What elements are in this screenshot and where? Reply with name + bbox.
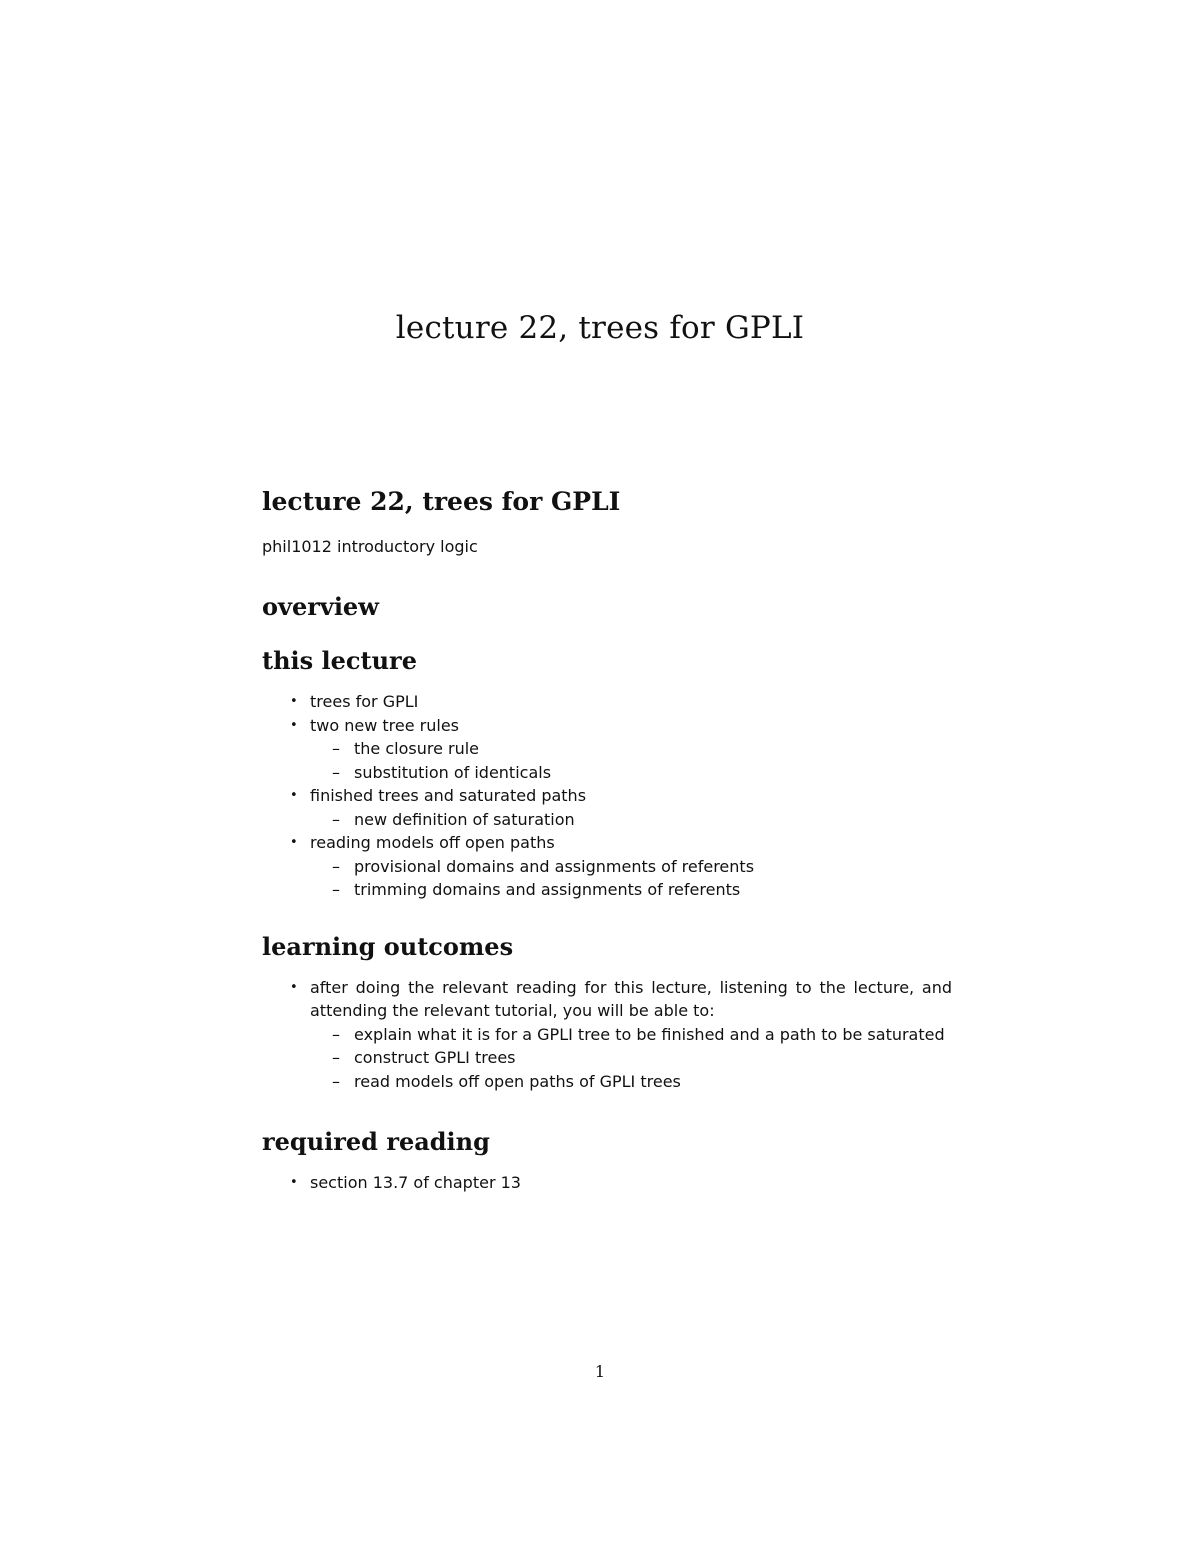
list-item-text: section 13.7 of chapter 13 — [310, 1173, 521, 1192]
document-body — [262, 482, 952, 1195]
section-heading-overview: overview — [262, 592, 379, 621]
required-reading-list — [262, 1171, 952, 1195]
list-item — [262, 714, 952, 785]
page-number: 1 — [594, 1362, 606, 1381]
page-title: lecture 22, trees for GPLI — [395, 310, 805, 346]
sub-list-item-text: read models off open paths of GPLI trees — [354, 1071, 681, 1091]
sub-list-item — [310, 878, 952, 902]
dash-icon: – — [332, 1071, 340, 1091]
sub-list-item-text: provisional domains and assignments of referents — [354, 856, 755, 876]
list-item — [262, 1171, 952, 1195]
bullet-icon: • — [290, 694, 298, 709]
list-item-text: trees for GPLI — [310, 692, 419, 711]
dash-icon: – — [332, 739, 340, 758]
list-item-text: reading models off open paths — [310, 833, 555, 852]
dash-icon: – — [332, 856, 340, 876]
sub-list-item-text: explain what it is for a GPLI tree to be finished and a path to be saturated — [354, 1024, 945, 1044]
bullet-icon: • — [290, 717, 298, 733]
bullet-icon: • — [290, 979, 298, 995]
sub-list-item-text: construct GPLI trees — [354, 1048, 516, 1067]
bullet-icon: • — [290, 788, 298, 803]
sub-list — [310, 737, 952, 784]
list-item — [262, 831, 952, 902]
section-heading-this-lecture: this lecture — [262, 646, 417, 675]
list-item-text: after doing the relevant reading for this lecture, listening to the lecture, and attending the relevant tutorial, you will be able to: — [310, 977, 952, 1020]
list-item — [262, 784, 952, 831]
sub-list — [310, 808, 952, 832]
dash-icon: – — [332, 809, 340, 829]
sub-list-item-text: the closure rule — [354, 739, 480, 758]
sub-list-item — [310, 1070, 952, 1094]
bullet-icon: • — [290, 1175, 298, 1190]
sub-list-item-text: substitution of identicals — [354, 762, 552, 782]
sub-list-item — [310, 1023, 952, 1047]
sub-list — [310, 855, 952, 902]
list-item — [262, 690, 952, 714]
sub-list-item — [310, 808, 952, 832]
sub-list-item — [310, 855, 952, 879]
document-heading: lecture 22, trees for GPLI — [262, 487, 621, 516]
dash-icon: – — [332, 880, 340, 899]
bullet-icon: • — [290, 835, 298, 850]
dash-icon: – — [332, 1048, 340, 1067]
list-item-text: two new tree rules — [310, 715, 460, 735]
sub-list-item — [310, 1046, 952, 1070]
section-heading-learning-outcomes: learning outcomes — [262, 931, 514, 961]
this-lecture-list — [262, 690, 952, 902]
section-heading-required-reading: required reading — [262, 1127, 490, 1156]
list-item — [262, 976, 952, 1094]
learning-outcomes-list — [262, 976, 952, 1094]
sub-list-item — [310, 737, 952, 761]
sub-list-item-text: trimming domains and assignments of referents — [354, 880, 741, 899]
sub-list-item — [310, 761, 952, 785]
dash-icon: – — [332, 1024, 340, 1044]
list-item-text: finished trees and saturated paths — [310, 786, 587, 805]
sub-list-item-text: new definition of saturation — [354, 809, 575, 829]
dash-icon: – — [332, 762, 340, 782]
course-subtitle: phil1012 introductory logic — [262, 537, 478, 556]
sub-list — [310, 1023, 952, 1094]
